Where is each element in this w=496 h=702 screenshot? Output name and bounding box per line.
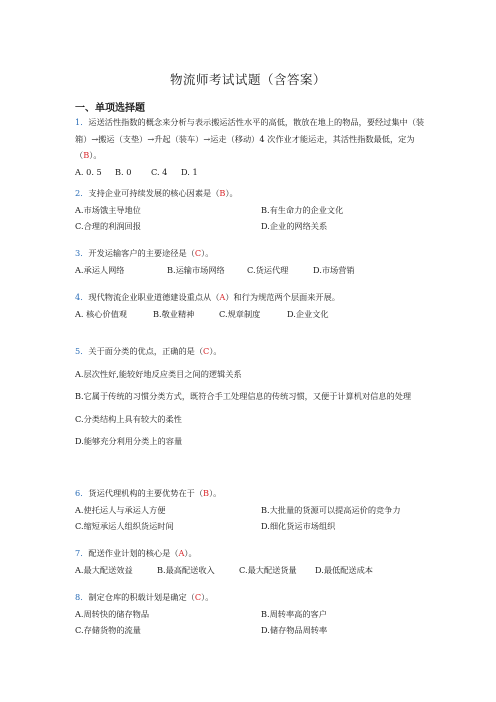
stem-text-end: ）和行为规范两个层面来开展。 bbox=[225, 292, 340, 302]
stem-text: 支持企业可持续发展的核心因素是（ bbox=[88, 188, 220, 198]
stem-text-end: ）。 bbox=[225, 188, 238, 198]
stem-text-end: ）。 bbox=[201, 248, 214, 258]
option-a: A.层次性好,能较好地反应类目之间的逻辑关系 bbox=[75, 368, 242, 379]
question-stem bbox=[75, 485, 435, 502]
option-b: B.运输市场网络 bbox=[167, 264, 225, 275]
stem-text: 现代物流企业职业道德建设重点从（ bbox=[88, 292, 220, 302]
option-d: D.最低配送成本 bbox=[315, 564, 373, 575]
option-d: D.企业的网络关系 bbox=[261, 221, 328, 231]
stem-text: 货运代理机构的主要优势在于（ bbox=[88, 488, 204, 498]
options-grid bbox=[75, 202, 435, 235]
option-c: C.缩短承运人组织货运时间 bbox=[75, 521, 174, 531]
answer-letter: C bbox=[194, 592, 202, 602]
option-a: A.承运人网络 bbox=[75, 264, 125, 275]
question-8 bbox=[75, 589, 435, 639]
option-b: B.大批量的货源可以提高运价的竞争力 bbox=[261, 504, 401, 515]
question-6 bbox=[75, 485, 435, 535]
answer-letter: B bbox=[203, 488, 210, 498]
question-number: 5． bbox=[75, 346, 89, 356]
stem-text-end: ）。 bbox=[89, 150, 102, 160]
option-d: D.企业文化 bbox=[287, 308, 329, 319]
option-a: A.使托运人与承运人方便 bbox=[75, 504, 166, 515]
option-d: D.细化货运市场组织 bbox=[261, 521, 336, 531]
answer-letter: B bbox=[83, 150, 90, 160]
option-b: B.有生命力的企业文化 bbox=[261, 204, 344, 215]
question-stem bbox=[75, 589, 435, 606]
option-d: D.储存物品周转率 bbox=[261, 625, 328, 635]
question-5 bbox=[75, 343, 435, 450]
question-stem bbox=[75, 289, 435, 306]
option-a: A.市场饿主导地位 bbox=[75, 204, 141, 215]
question-2 bbox=[75, 185, 435, 235]
question-stem bbox=[75, 545, 435, 562]
answer-letter: C bbox=[203, 346, 210, 356]
option-c: C.最大配送货量 bbox=[239, 564, 297, 575]
stem-text-end: ）。 bbox=[184, 548, 197, 558]
stem-text-end: ）。 bbox=[209, 488, 222, 498]
question-number: 4． bbox=[75, 292, 89, 302]
stem-text: 制定仓库的积载计划是确定（ bbox=[88, 592, 195, 602]
option-c: C.分类结构上具有较大的柔性 bbox=[75, 413, 182, 424]
section-heading: 一、单项选择题 bbox=[75, 103, 145, 114]
answer-letter: A bbox=[178, 548, 185, 558]
option-a: A. 0. 5 bbox=[75, 166, 102, 177]
question-number: 1． bbox=[75, 117, 89, 127]
stem-text: 关于面分类的优点，正确的是（ bbox=[88, 346, 204, 356]
option-a: A. 核心价值观 bbox=[75, 308, 128, 319]
option-b: B.最高配送收入 bbox=[157, 564, 215, 575]
options-row bbox=[75, 562, 435, 579]
question-stem bbox=[75, 114, 435, 164]
question-4 bbox=[75, 289, 435, 322]
stem-text-end: ）。 bbox=[209, 346, 222, 356]
question-stem bbox=[75, 185, 435, 202]
options-grid bbox=[75, 502, 435, 535]
option-c: C.规章制度 bbox=[219, 308, 261, 319]
option-d: D. 1 bbox=[181, 166, 198, 177]
option-c: C. 4 bbox=[151, 166, 168, 177]
option-c: C.合理的利润回报 bbox=[75, 221, 141, 231]
question-number: 3． bbox=[75, 248, 89, 258]
answer-letter: B bbox=[219, 188, 226, 198]
question-stem bbox=[75, 245, 435, 262]
question-number: 7． bbox=[75, 548, 89, 558]
options-row bbox=[75, 262, 435, 279]
stem-text: 配送作业计划的核心是（ bbox=[88, 548, 179, 558]
option-b: B. 0 bbox=[115, 166, 132, 177]
option-d: D.能够充分利用分类上的容量 bbox=[75, 436, 183, 446]
question-stem bbox=[75, 343, 435, 360]
options-row bbox=[75, 164, 435, 181]
document-title: 物流师考试试题（含答案） bbox=[169, 72, 326, 87]
option-b: B.它属于传统的习惯分类方式，既符合手工处理信息的传统习惯，又便于计算机对信息的处理 bbox=[75, 391, 412, 401]
option-c: C.货运代理 bbox=[247, 264, 289, 275]
question-3 bbox=[75, 245, 435, 278]
question-1 bbox=[75, 114, 435, 180]
question-number: 2． bbox=[75, 188, 89, 198]
option-b: B.敬业精神 bbox=[153, 308, 195, 319]
stem-text: 开发运输客户的主要途径是（ bbox=[88, 248, 195, 258]
answer-letter: C bbox=[194, 248, 202, 258]
options-grid bbox=[75, 606, 435, 639]
answer-letter: A bbox=[219, 292, 226, 302]
options-row bbox=[75, 306, 435, 323]
stem-text: 运送活性指数的概念来分析与表示搬运活性水平的高低，散放在地上的物品，要经过集中（装箱）→搬运（支垫）→升起（装车）→运走（移动）4 次作业才能运走，其活性指数最低，定为（ bbox=[75, 117, 425, 160]
option-b: B.周转率高的客户 bbox=[261, 608, 327, 619]
option-a: A.周转快的储存物品 bbox=[75, 608, 150, 619]
question-number: 8． bbox=[75, 592, 89, 602]
stem-text-end: ）。 bbox=[201, 592, 214, 602]
option-c: C.存储货物的流量 bbox=[75, 625, 141, 635]
question-7 bbox=[75, 545, 435, 578]
question-number: 6． bbox=[75, 488, 89, 498]
option-d: D.市场营销 bbox=[313, 264, 355, 275]
option-a: A.最大配送效益 bbox=[75, 564, 133, 575]
